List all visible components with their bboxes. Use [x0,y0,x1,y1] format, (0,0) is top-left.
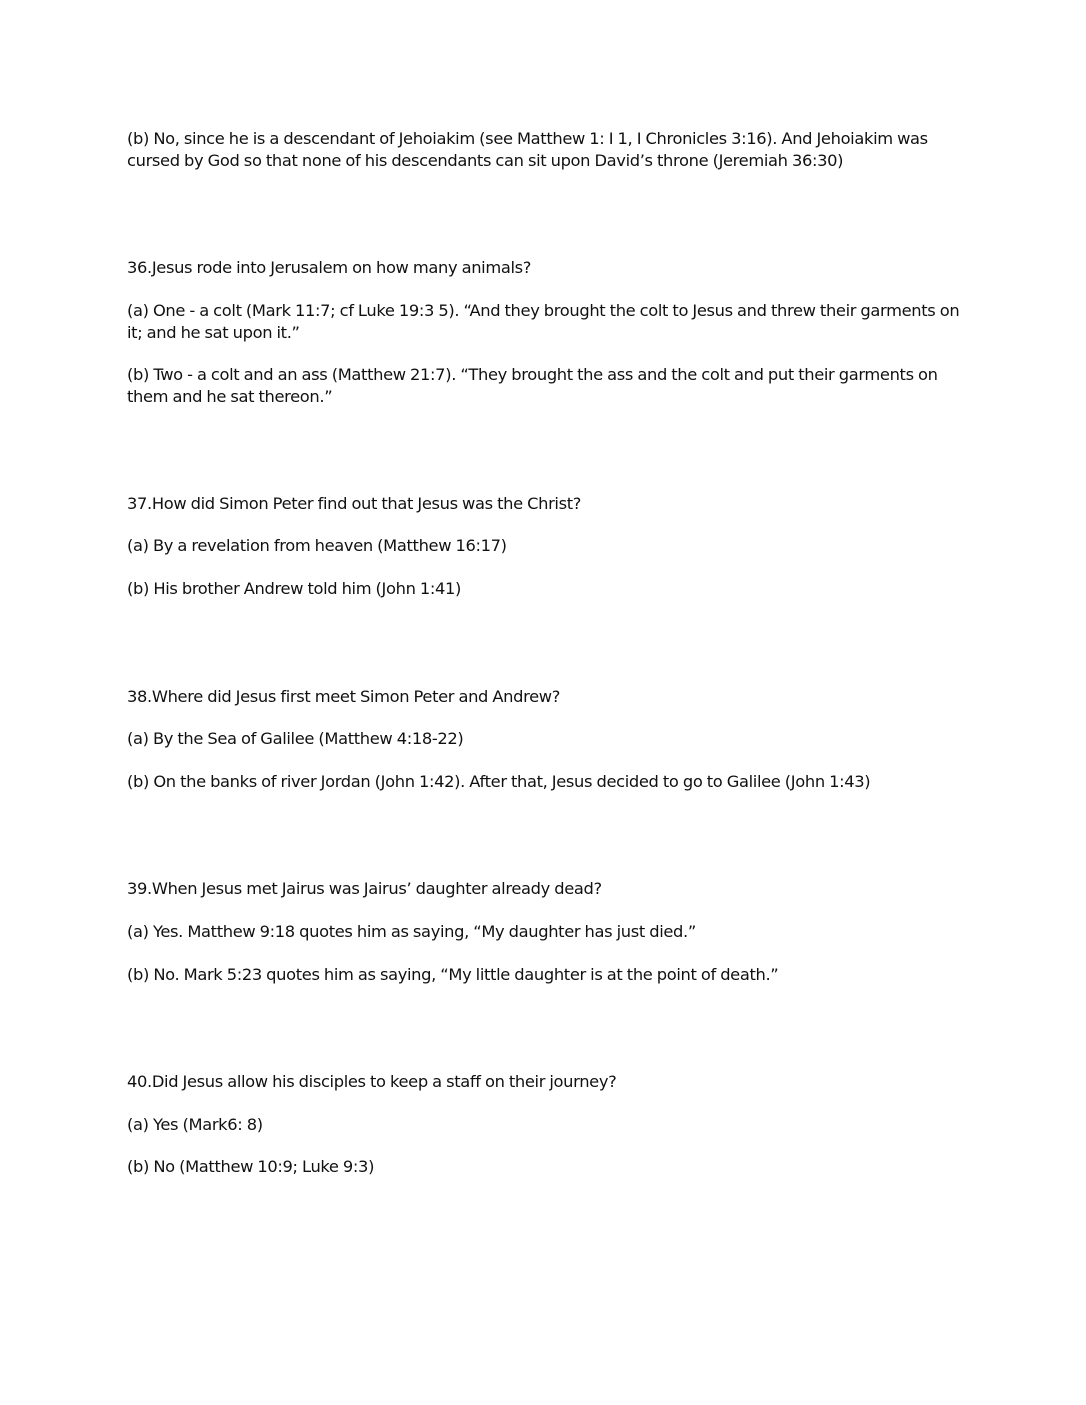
answer-a-40: (a) Yes (Mark6: 8) [127,1115,263,1134]
question-38: 38.Where did Jesus first meet Simon Peter and Andrew? [127,687,560,706]
answer-b-39: (b) No. Mark 5:23 quotes him as saying, “My little daughter is at the point of death.” [127,965,779,984]
question-36: 36.Jesus rode into Jerusalem on how many animals? [127,258,532,277]
question-40: 40.Did Jesus allow his disciples to keep a staff on their journey? [127,1072,617,1091]
answer-b-40: (b) No (Matthew 10:9; Luke 9:3) [127,1157,375,1176]
question-37: 37.How did Simon Peter find out that Jesus was the Christ? [127,494,582,513]
answer-a-38: (a) By the Sea of Galilee (Matthew 4:18-22) [127,729,464,748]
answer-a-36: (a) One - a colt (Mark 11:7; cf Luke 19:3 5). “And they brought the colt to Jesus and threw their garments on it; and he sat upon it.” [127,301,960,342]
answer-b-38: (b) On the banks of river Jordan (John 1:42). After that, Jesus decided to go to Galilee (John 1:43) [127,772,871,791]
answer-b-36: (b) Two - a colt and an ass (Matthew 21:7). “They brought the ass and the colt and put their garments on them and he sat thereon.” [127,365,938,406]
answer-a-39: (a) Yes. Matthew 9:18 quotes him as saying, “My daughter has just died.” [127,922,696,941]
answer-b-37: (b) His brother Andrew told him (John 1:41) [127,579,462,598]
question-39: 39.When Jesus met Jairus was Jairus’ daughter already dead? [127,879,602,898]
answer-a-37: (a) By a revelation from heaven (Matthew 16:17) [127,536,507,555]
answer-b-35: (b) No, since he is a descendant of Jehoiakim (see Matthew 1: I 1, I Chronicles 3:16). And Jehoiakim was cursed by God so that none of his descendants can sit upon David’s throne (Jeremiah 36:30) [127,129,928,170]
